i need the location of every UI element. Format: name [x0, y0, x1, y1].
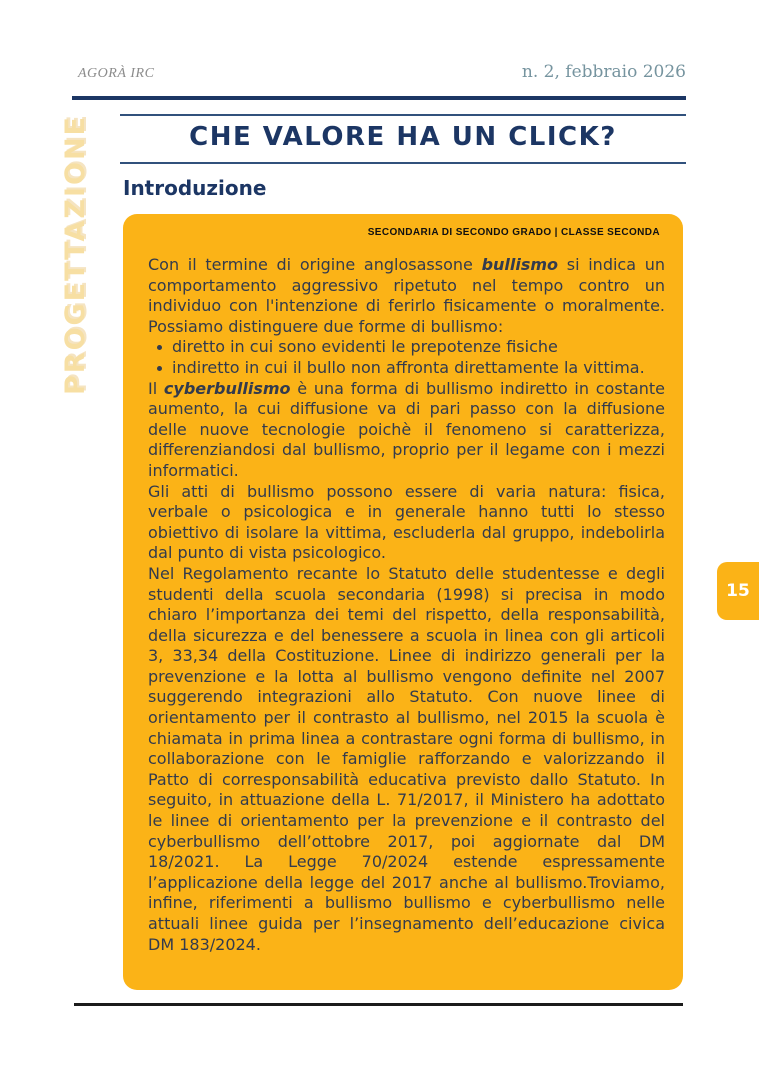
grade-class-eyebrow: SECONDARIA DI SECONDO GRADO | CLASSE SECONDA	[367, 227, 660, 238]
issue-date: n. 2, febbraio 2026	[521, 62, 686, 82]
card-body-text	[148, 255, 665, 955]
highlighted-term: bullismo	[481, 255, 559, 274]
bullet-item: indiretto in cui il bullo non affronta direttamente la vittima.	[148, 358, 665, 379]
bullet-item: diretto in cui sono evidenti le prepotenze fisiche	[148, 337, 665, 358]
highlighted-term: cyberbullismo	[163, 378, 291, 398]
page-number-badge	[717, 562, 759, 620]
page-number: 15	[726, 581, 750, 601]
paragraph: Il cyberbullismo è una forma di bullismo indiretto in costante aumento, la cui diffusione va di pari passo con la diffusione delle nuove tecnologie poichè il fenomeno si caratterizza, differenziandosi dal bullismo, proprio per il legame con i mezzi informatici.	[148, 378, 665, 480]
footer-rule	[74, 1003, 683, 1006]
paragraph: Gli atti di bullismo possono essere di varia natura: fisica, verbale o psicologica e in generale hanno tutti lo stesso obiettivo di isolare la vittima, escluderla dal gruppo, indebolirla dal punto di vista psicologico.	[148, 481, 665, 563]
header-rule	[72, 96, 686, 100]
side-section-label-text: PROGETTAZIONE	[59, 115, 91, 396]
side-section-label	[40, 116, 110, 394]
title-rule-top	[120, 114, 686, 116]
brand-masthead: AGORÀ IRC	[78, 66, 155, 81]
page-title: CHE VALORE HA UN CLICK?	[189, 122, 617, 152]
paragraph: Nel Regolamento recante lo Statuto delle studentesse e degli studenti della scuola secondaria (1998) si precisa in modo chiaro l’importanza dei temi del rispetto, della responsabilità, della sicurezza e del benessere a scuola in linea con gli articoli 3, 33,34 della Costituzione. Linee di indirizzo generali per la prevenzione e la lotta al bullismo vengono definite nel 2007 suggerendo integrazioni allo Statuto. Con nuove linee di orientamento per il contrasto al bullismo, nel 2015 la scuola è chiamata in prima linea a contrastare ogni forma di bullismo, in collaborazione con le famiglie rafforzando e valorizzando il Patto di corresponsabilità educativa previsto dallo Statuto. In seguito, in attuazione della L. 71/2017, il Ministero ha adottato le linee di orientamento per la prevenzione e il contrasto del cyberbullismo dell’ottobre 2017, poi aggiornate dal DM 18/2021. La Legge 70/2024 estende espressamente l’applicazione della legge del 2017 anche al bullismo.Troviamo, infine, riferimenti a bullismo bullismo e cyberbullismo nelle attuali linee guida per l’insegnamento dell’educazione civica DM 183/2024.	[148, 563, 665, 954]
content-card	[123, 214, 683, 990]
paragraph: Con il termine di origine anglosassone bullismo si indica un comportamento aggressivo ripetuto nel tempo contro un individuo con l'intenzione di ferirlo fisicamente o moralmente. Possiamo distinguere due forme di bullismo:	[148, 255, 666, 336]
section-heading: Introduzione	[123, 176, 267, 200]
title-rule-bottom	[120, 162, 686, 164]
